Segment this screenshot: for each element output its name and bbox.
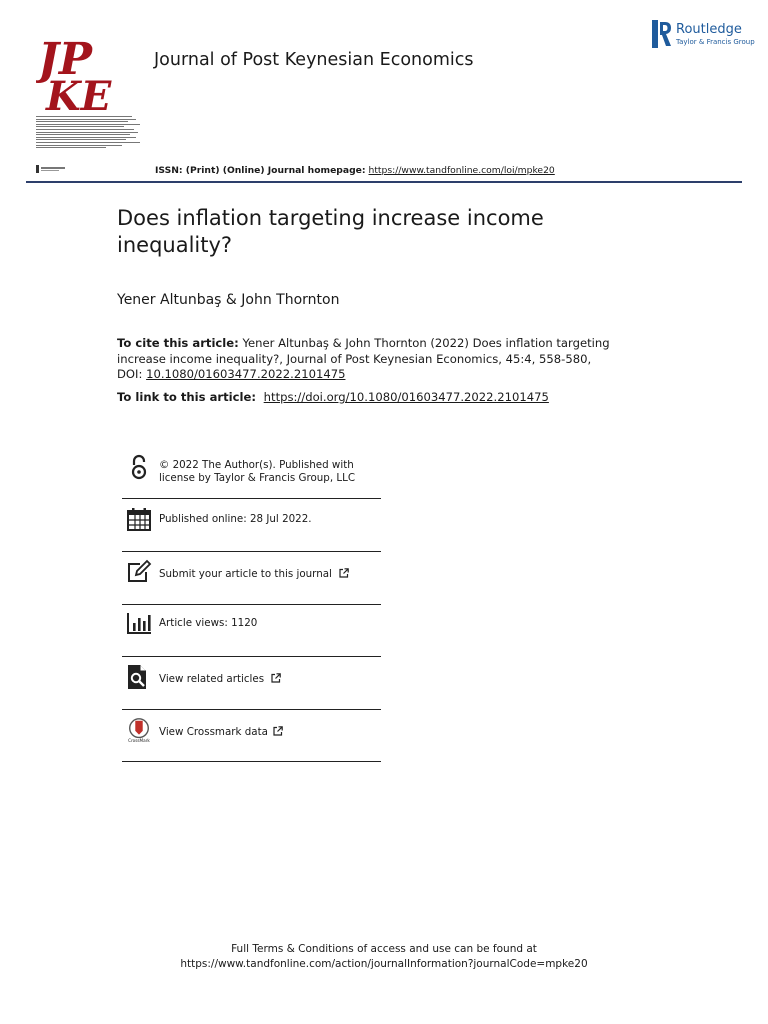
article-views-row (122, 610, 381, 646)
footer-terms-url[interactable]: https://www.tandfonline.com/action/journalInformation?journalCode=mpke20 (180, 958, 588, 970)
edit-icon (126, 559, 152, 585)
publisher-subtitle: Taylor & Francis Group (676, 38, 755, 46)
doi-link[interactable]: 10.1080/01603477.2022.2101475 (146, 367, 346, 381)
submit-article-label[interactable]: Submit your article to this journal (159, 568, 332, 580)
row-divider (122, 551, 381, 552)
row-divider (122, 498, 381, 499)
row-divider (122, 604, 381, 605)
cover-contents-lines (36, 116, 140, 150)
article-authors: Yener Altunbaş & John Thornton (117, 292, 340, 308)
journal-title: Journal of Post Keynesian Economics (154, 50, 474, 70)
external-link-icon (271, 673, 281, 683)
published-date-text: Published online: 28 Jul 2022. (159, 513, 312, 525)
row-divider (122, 656, 381, 657)
publisher-name: Routledge (676, 22, 742, 37)
submit-article-link (159, 568, 349, 581)
crossmark-link (159, 726, 283, 739)
cite-label: To cite this article: (117, 336, 239, 350)
related-articles-link (159, 673, 281, 686)
license-text-line1: © 2022 The Author(s). Published with (159, 459, 354, 471)
row-divider (122, 761, 381, 762)
external-link-icon (339, 568, 349, 578)
crossmark-icon (126, 717, 152, 743)
svg-text:CrossMark: CrossMark (128, 738, 150, 743)
link-label: To link to this article: (117, 390, 256, 404)
open-access-icon (126, 454, 152, 480)
open-access-row (122, 452, 381, 488)
article-link-block (117, 390, 549, 404)
submit-article-row[interactable] (122, 558, 381, 594)
article-views-text: Article views: 1120 (159, 617, 258, 629)
related-articles-row[interactable] (122, 663, 381, 699)
search-document-icon (126, 664, 152, 690)
svg-text:KE: KE (46, 73, 112, 110)
crossmark-row[interactable] (122, 716, 381, 752)
article-title: Does inflation targeting increase income inequality? (117, 206, 544, 257)
row-divider (122, 709, 381, 710)
citation-block (117, 336, 617, 383)
article-doi-url-link[interactable]: https://doi.org/10.1080/01603477.2022.2101475 (263, 390, 549, 404)
published-row (122, 504, 381, 540)
svg-text:JP: JP (38, 34, 92, 85)
routledge-logo (652, 20, 755, 50)
routledge-r-icon (652, 20, 672, 48)
external-link-icon (273, 726, 283, 736)
bar-chart-icon (126, 611, 152, 637)
terms-footer (0, 942, 768, 972)
journal-cover-thumbnail (36, 28, 146, 173)
cover-routledge-logo (36, 158, 66, 166)
journal-homepage-link[interactable]: https://www.tandfonline.com/loi/mpke20 (368, 165, 555, 176)
cite-text: Yener Altunbaş & John Thornton (2022) Does inflation targeting increase income inequality?, Journal of Post Keynesian Economics, 45:4, 558-580, DOI: (117, 336, 610, 381)
license-text-line2: license by Taylor & Francis Group, LLC (159, 471, 356, 484)
issn-line (155, 165, 555, 176)
crossmark-label[interactable]: View Crossmark data (159, 726, 268, 738)
header-divider (26, 181, 742, 183)
issn-label: ISSN: (Print) (Online) Journal homepage: (155, 165, 366, 176)
calendar-icon (126, 506, 152, 532)
jpke-monogram-logo (36, 30, 136, 110)
footer-line1: Full Terms & Conditions of access and use can be found at (231, 943, 537, 955)
related-articles-label[interactable]: View related articles (159, 673, 265, 685)
